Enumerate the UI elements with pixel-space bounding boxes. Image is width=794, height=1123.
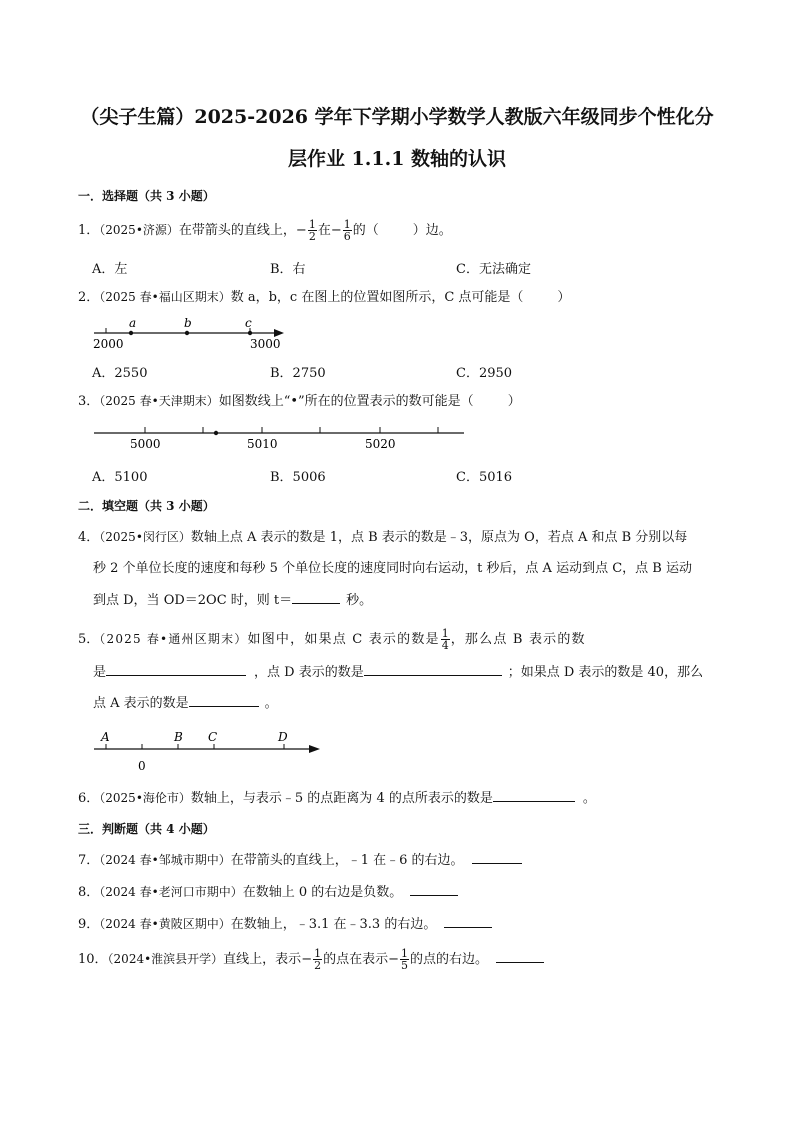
question-10 <box>78 948 544 971</box>
arrow-head <box>309 745 320 753</box>
question-5-line3 <box>93 694 278 714</box>
question-text: 如图数线上“•”所在的位置表示的数可能是（ <box>218 394 474 409</box>
denominator: 5 <box>401 959 409 972</box>
question-source: （2025 春•福山区期末） <box>99 290 231 304</box>
minus-sign: − <box>295 223 307 238</box>
answer-blank[interactable] <box>444 915 492 928</box>
question-source: （2025•闵行区） <box>99 530 191 544</box>
question-text: 数 a，b，c 在图上的位置如图所示，C 点可能是（ <box>230 290 524 305</box>
minus-sign: − <box>330 223 342 238</box>
answer-blank[interactable] <box>493 789 575 802</box>
section-heading-choice: 一．选择题（共 3 小题） <box>78 189 215 203</box>
question-source: （2025•海伦市） <box>99 791 191 805</box>
label-2000: 2000 <box>93 337 124 351</box>
number-line-q5 <box>90 726 330 774</box>
option-a[interactable]: A．5100 <box>92 470 148 485</box>
question-text: 如图中，如果点 C 表示的数是 <box>247 632 440 647</box>
question-source: （2025 春•通州区期末） <box>99 632 248 646</box>
number-line-q3 <box>90 422 470 452</box>
number-line-q2 <box>88 314 298 354</box>
label-5020: 5020 <box>365 437 396 451</box>
numerator: 1 <box>401 947 409 960</box>
option-a[interactable]: A．2550 <box>92 366 148 381</box>
label-3000: 3000 <box>250 337 281 351</box>
label-A: A <box>101 730 110 744</box>
question-source: （2025 春•天津期末） <box>99 394 219 408</box>
question-number: 9． <box>78 917 100 932</box>
question-5-line1 <box>78 628 586 651</box>
fraction-one-half <box>308 219 317 242</box>
denominator: 6 <box>343 230 351 243</box>
question-number: 8． <box>78 885 100 900</box>
fraction-one-half <box>313 948 322 971</box>
label-a: a <box>129 316 137 330</box>
answer-blank[interactable] <box>496 950 544 963</box>
page-title-line1: （尖子生篇）2025-2026 学年下学期小学数学人教版六年级同步个性化分 <box>80 106 714 128</box>
label-b: b <box>184 316 192 330</box>
question-source: （2024•淮滨县开学） <box>107 952 224 966</box>
question-4-line2: 秒 2 个单位长度的速度和每秒 5 个单位长度的速度同时向右运动，t 秒后，点 A 运动到点 C，点 B 运动 <box>93 561 692 576</box>
question-number: 5． <box>78 632 100 647</box>
answer-blank[interactable] <box>472 851 522 864</box>
section-heading-judge: 三．判断题（共 4 小题） <box>78 822 215 836</box>
option-b[interactable]: B．2750 <box>270 366 326 381</box>
question-text: ；如果点 D 表示的数是 40，那么 <box>507 665 704 680</box>
question-text: 的点在表示 <box>323 952 389 967</box>
answer-blank-b[interactable] <box>106 663 246 676</box>
question-number: 2． <box>78 290 100 305</box>
question-number: 4． <box>78 530 100 545</box>
question-text: 直线上，表示 <box>223 952 302 967</box>
question-text: 在带箭头的直线上， <box>178 223 296 238</box>
numerator: 1 <box>314 947 322 960</box>
question-1 <box>78 219 452 242</box>
question-number: 1． <box>78 223 100 238</box>
question-text: 的（ <box>352 223 379 238</box>
question-3 <box>78 391 521 412</box>
denominator: 2 <box>314 959 322 972</box>
label-c: c <box>245 316 252 330</box>
question-text: ） <box>557 290 571 305</box>
question-2 <box>78 287 570 308</box>
minus-sign: − <box>388 952 400 967</box>
question-number: 10． <box>78 952 108 967</box>
question-source: （2025•济源） <box>99 223 179 237</box>
question-5-line2 <box>93 663 703 683</box>
question-text: 在 <box>317 223 331 238</box>
answer-blank-a[interactable] <box>189 694 259 707</box>
section-heading-fill: 二．填空题（共 3 小题） <box>78 499 215 513</box>
answer-blank-d[interactable] <box>364 663 502 676</box>
question-text: 在数轴上，﹣3.1 在﹣3.3 的右边。 <box>230 917 437 932</box>
point-c <box>248 331 252 335</box>
answer-blank[interactable] <box>410 883 458 896</box>
question-text: ，那么点 B 表示的数 <box>450 632 586 647</box>
question-number: 7． <box>78 853 100 868</box>
question-7 <box>78 850 522 871</box>
question-source: （2024 春•老河口市期中） <box>99 885 243 899</box>
point-b <box>185 331 189 335</box>
label-B: B <box>174 730 183 744</box>
marked-point <box>214 431 218 435</box>
question-text: ，点 D 表示的数是 <box>254 665 364 680</box>
denominator: 2 <box>308 230 316 243</box>
question-number: 3． <box>78 394 100 409</box>
question-text: 是 <box>93 665 107 680</box>
question-text: 。 <box>264 696 278 711</box>
question-text: ） <box>507 394 521 409</box>
question-text: 数轴上点 A 表示的数是 1，点 B 表示的数是﹣3，原点为 O，若点 A 和点 B 分别以每 <box>190 530 688 545</box>
option-c[interactable]: C．2950 <box>456 366 513 381</box>
option-a[interactable]: A．左 <box>92 262 128 277</box>
question-source: （2024 春•黄陂区期中） <box>99 917 231 931</box>
question-number: 6． <box>78 791 100 806</box>
question-4-line3 <box>93 591 372 611</box>
question-text: 点 A 表示的数是 <box>93 696 189 711</box>
option-b[interactable]: B．5006 <box>270 470 326 485</box>
minus-sign: − <box>301 952 313 967</box>
question-text: 数轴上，与表示﹣5 的点距离为 4 的点所表示的数是 <box>190 791 493 806</box>
question-4-line1 <box>78 527 687 548</box>
arrow-head <box>274 329 284 337</box>
question-text: 。 <box>582 791 596 806</box>
option-c[interactable]: C．无法确定 <box>456 262 531 277</box>
label-zero: 0 <box>138 759 146 773</box>
fraction-one-sixth <box>343 219 352 242</box>
question-8 <box>78 882 458 903</box>
question-source: （2024 春•邹城市期中） <box>99 853 231 867</box>
numerator: 1 <box>441 627 449 640</box>
label-5000: 5000 <box>130 437 161 451</box>
label-C: C <box>208 730 218 744</box>
fraction-one-fifth <box>400 948 409 971</box>
numerator: 1 <box>308 218 316 231</box>
point-a <box>129 331 133 335</box>
question-text: 在数轴上 0 的右边是负数。 <box>242 885 403 900</box>
option-c[interactable]: C．5016 <box>456 470 513 485</box>
question-9 <box>78 914 492 935</box>
denominator: 4 <box>441 639 449 652</box>
fraction-one-quarter <box>441 628 450 651</box>
label-5010: 5010 <box>247 437 278 451</box>
question-text: 在带箭头的直线上，﹣1 在﹣6 的右边。 <box>230 853 464 868</box>
answer-blank[interactable] <box>292 591 340 604</box>
numerator: 1 <box>343 218 351 231</box>
question-text: 秒。 <box>346 593 373 608</box>
page-title-line2: 层作业 1.1.1 数轴的认识 <box>287 148 507 170</box>
question-6 <box>78 788 596 809</box>
question-text: 的点的右边。 <box>410 952 489 967</box>
question-text: 到点 D，当 OD＝2OC 时，则 t＝ <box>93 593 293 608</box>
question-text: ）边。 <box>412 223 452 238</box>
option-b[interactable]: B．右 <box>270 262 306 277</box>
label-D: D <box>278 730 288 744</box>
